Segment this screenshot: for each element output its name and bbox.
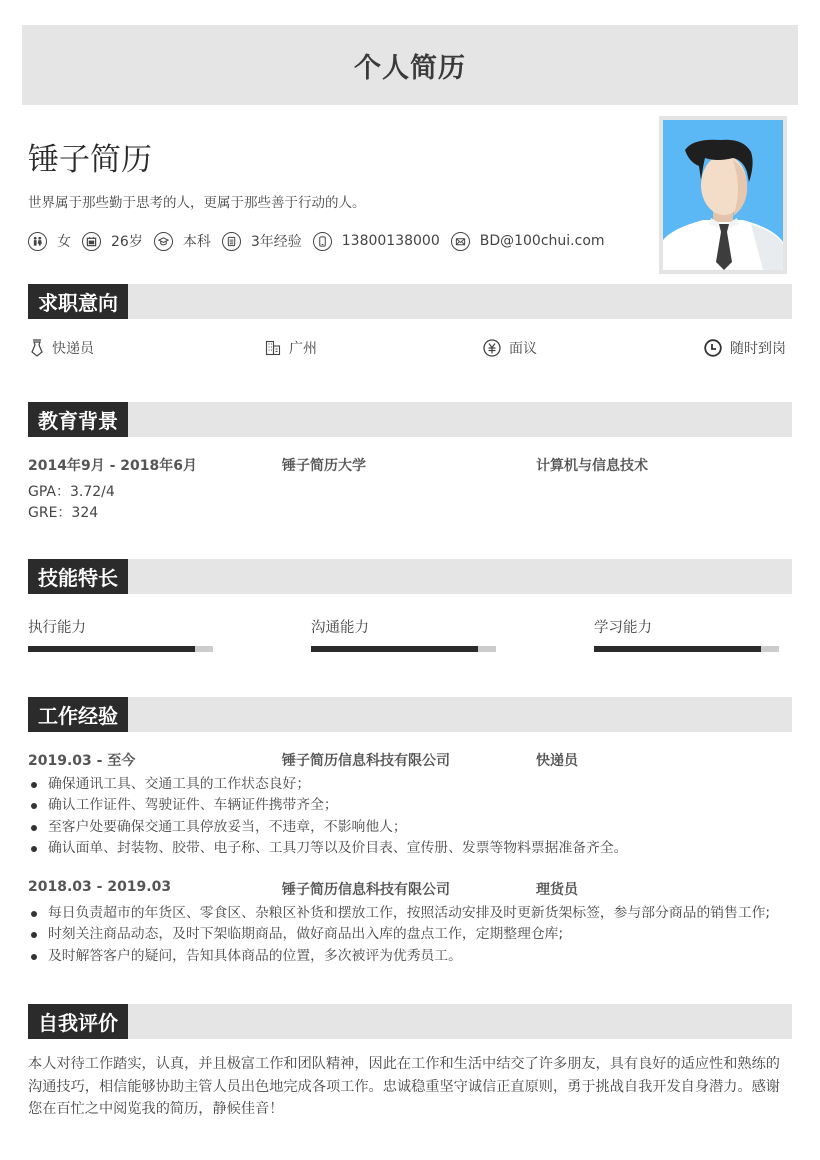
skill-bar xyxy=(594,646,779,652)
skill-bar-fill xyxy=(594,646,761,652)
profile-photo xyxy=(659,116,787,274)
graduation-cap-icon xyxy=(154,232,173,251)
motto: 世界属于那些勤于思考的人，更属于那些善于行动的人。 xyxy=(28,195,366,211)
section-header-work xyxy=(28,697,792,732)
education-school: 锤子简历大学 xyxy=(282,458,366,474)
job-period: 2018.03 - 2019.03 xyxy=(28,879,172,895)
intent-salary-value: 面议 xyxy=(509,341,537,357)
age-value: 26岁 xyxy=(111,234,143,250)
intent-salary xyxy=(483,338,537,358)
job-period: 2019.03 - 至今 xyxy=(28,753,136,769)
job-role: 快递员 xyxy=(536,753,578,769)
skill-bar-fill xyxy=(28,646,195,652)
experience-value: 3年经验 xyxy=(250,234,302,250)
job-role: 理货员 xyxy=(536,882,578,898)
education-gpa: GPA：3.72/4 xyxy=(28,484,115,500)
section-header-evaluation xyxy=(28,1004,792,1039)
duty-item: 确认面单、封装物、胶带、电子称、工具刀等以及价目表、宣传册、发票等物料票据准备齐全。 xyxy=(28,838,627,859)
duty-item: 时刻关注商品动态，及时下架临期商品，做好商品出入库的盘点工作，定期整理仓库; xyxy=(28,924,770,945)
degree-value: 本科 xyxy=(182,234,211,250)
duty-item: 确认工作证件、驾驶证件、车辆证件携带齐全； xyxy=(28,795,627,816)
info-age xyxy=(82,231,143,251)
intent-availability xyxy=(704,338,786,358)
gender-value: 女 xyxy=(57,234,71,250)
duty-item: 确保通讯工具、交通工具的工作状态良好； xyxy=(28,774,627,795)
intent-city xyxy=(265,338,317,358)
skill-bar xyxy=(311,646,496,652)
section-title-evaluation: 自我评价 xyxy=(28,1004,128,1039)
skill-name: 沟通能力 xyxy=(311,620,369,636)
job-duties xyxy=(28,774,627,859)
email-value: BD@100chui.com xyxy=(479,233,605,249)
page-title: 个人简历 xyxy=(354,52,466,84)
skill-name: 学习能力 xyxy=(594,620,652,636)
section-header-intent xyxy=(28,284,792,319)
section-header-education xyxy=(28,402,792,437)
avatar-illustration xyxy=(663,120,783,270)
basic-info-row xyxy=(28,231,616,251)
yuan-icon xyxy=(483,339,501,357)
document-icon xyxy=(222,232,241,251)
education-gre: GRE：324 xyxy=(28,505,99,521)
intent-availability-value: 随时到岗 xyxy=(730,341,786,357)
candidate-name: 锤子简历 xyxy=(28,142,152,178)
section-title-education: 教育背景 xyxy=(28,402,128,437)
info-phone xyxy=(313,232,440,251)
mail-icon xyxy=(451,232,470,251)
info-gender xyxy=(28,231,71,251)
tie-icon xyxy=(30,339,44,357)
phone-value: 13800138000 xyxy=(341,233,440,249)
section-title-work: 工作经验 xyxy=(28,697,128,732)
intent-position xyxy=(30,338,94,358)
section-header-skills xyxy=(28,559,792,594)
skill-name: 执行能力 xyxy=(28,620,86,636)
title-banner xyxy=(22,25,798,105)
phone-icon xyxy=(313,232,332,251)
info-experience xyxy=(222,231,302,251)
self-evaluation-text: 本人对待工作踏实，认真，并且极富工作和团队精神，因此在工作和生活中结交了许多朋友，具有良好的适应性和熟练的沟通技巧，相信能够协助主管人员出色地完成各项工作。忠诚稳重坚守诚信正直原则，勇于挑战自我开发自身潜力。感谢您在百忙之中阅览我的简历，静候佳音！ xyxy=(28,1056,780,1117)
duty-item: 及时解答客户的疑问，告知具体商品的位置，多次被评为优秀员工。 xyxy=(28,946,770,967)
section-title-intent: 求职意向 xyxy=(28,284,128,319)
info-degree xyxy=(154,231,211,251)
skill-bar-fill xyxy=(311,646,478,652)
intent-city-value: 广州 xyxy=(289,341,317,357)
job-duties xyxy=(28,903,770,967)
skill-bar xyxy=(28,646,213,652)
gender-icon xyxy=(28,232,47,251)
education-period: 2014年9月 - 2018年6月 xyxy=(28,458,197,474)
job-company: 锤子简历信息科技有限公司 xyxy=(282,882,450,898)
intent-position-value: 快递员 xyxy=(52,341,94,357)
building-icon xyxy=(265,340,281,356)
job-company: 锤子简历信息科技有限公司 xyxy=(282,753,450,769)
clock-icon xyxy=(704,339,722,357)
duty-item: 至客户处要确保交通工具停放妥当，不违章，不影响他人； xyxy=(28,817,627,838)
duty-item: 每日负责超市的年货区、零食区、杂粮区补货和摆放工作，按照活动安排及时更新货架标签，参与部分商品的销售工作; xyxy=(28,903,770,924)
info-email xyxy=(451,232,605,251)
calendar-icon xyxy=(82,232,101,251)
education-major: 计算机与信息技术 xyxy=(536,458,648,474)
section-title-skills: 技能特长 xyxy=(28,559,128,594)
